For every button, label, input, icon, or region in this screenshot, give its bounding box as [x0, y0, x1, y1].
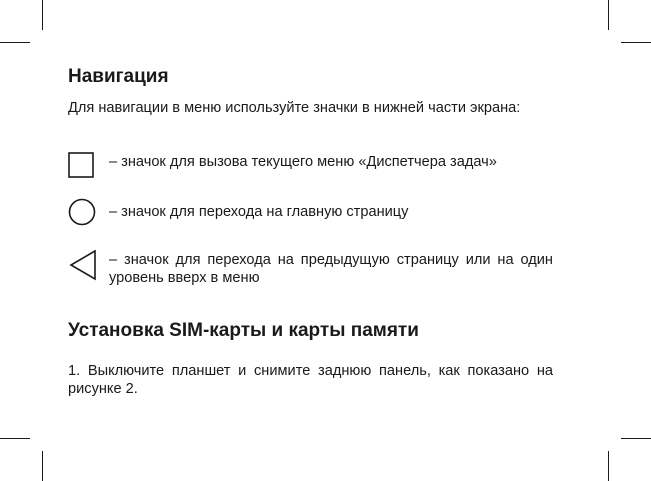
crop-mark-bottom-left-horizontal: [0, 438, 30, 439]
circle-icon: [68, 198, 96, 226]
crop-mark-top-left-vertical: [42, 0, 43, 30]
installation-heading: Установка SIM-карты и карты памяти: [68, 320, 419, 341]
crop-mark-bottom-right-vertical: [608, 451, 609, 481]
crop-mark-top-right-horizontal: [621, 42, 651, 43]
crop-mark-bottom-left-vertical: [42, 451, 43, 481]
installation-step-1: 1. Выключите планшет и снимите заднюю панель, как показано на рисунке 2.: [68, 363, 553, 397]
navigation-intro: Для навигации в меню используйте значки в нижней части экрана:: [68, 100, 521, 116]
nav-item-recent-apps-text: – значок для вызова текущего меню «Диспетчера задач»: [109, 154, 497, 170]
crop-mark-bottom-right-horizontal: [621, 438, 651, 439]
nav-item-back-text: – значок для перехода на предыдущую страницу или на один уровень вверх в меню: [109, 252, 553, 286]
navigation-heading: Навигация: [68, 66, 169, 87]
triangle-left-icon: [68, 249, 98, 281]
manual-page: [68, 0, 553, 481]
crop-mark-top-left-horizontal: [0, 42, 30, 43]
nav-item-home-text: – значок для перехода на главную страницу: [109, 204, 409, 220]
square-icon: [68, 152, 94, 178]
crop-mark-top-right-vertical: [608, 0, 609, 30]
